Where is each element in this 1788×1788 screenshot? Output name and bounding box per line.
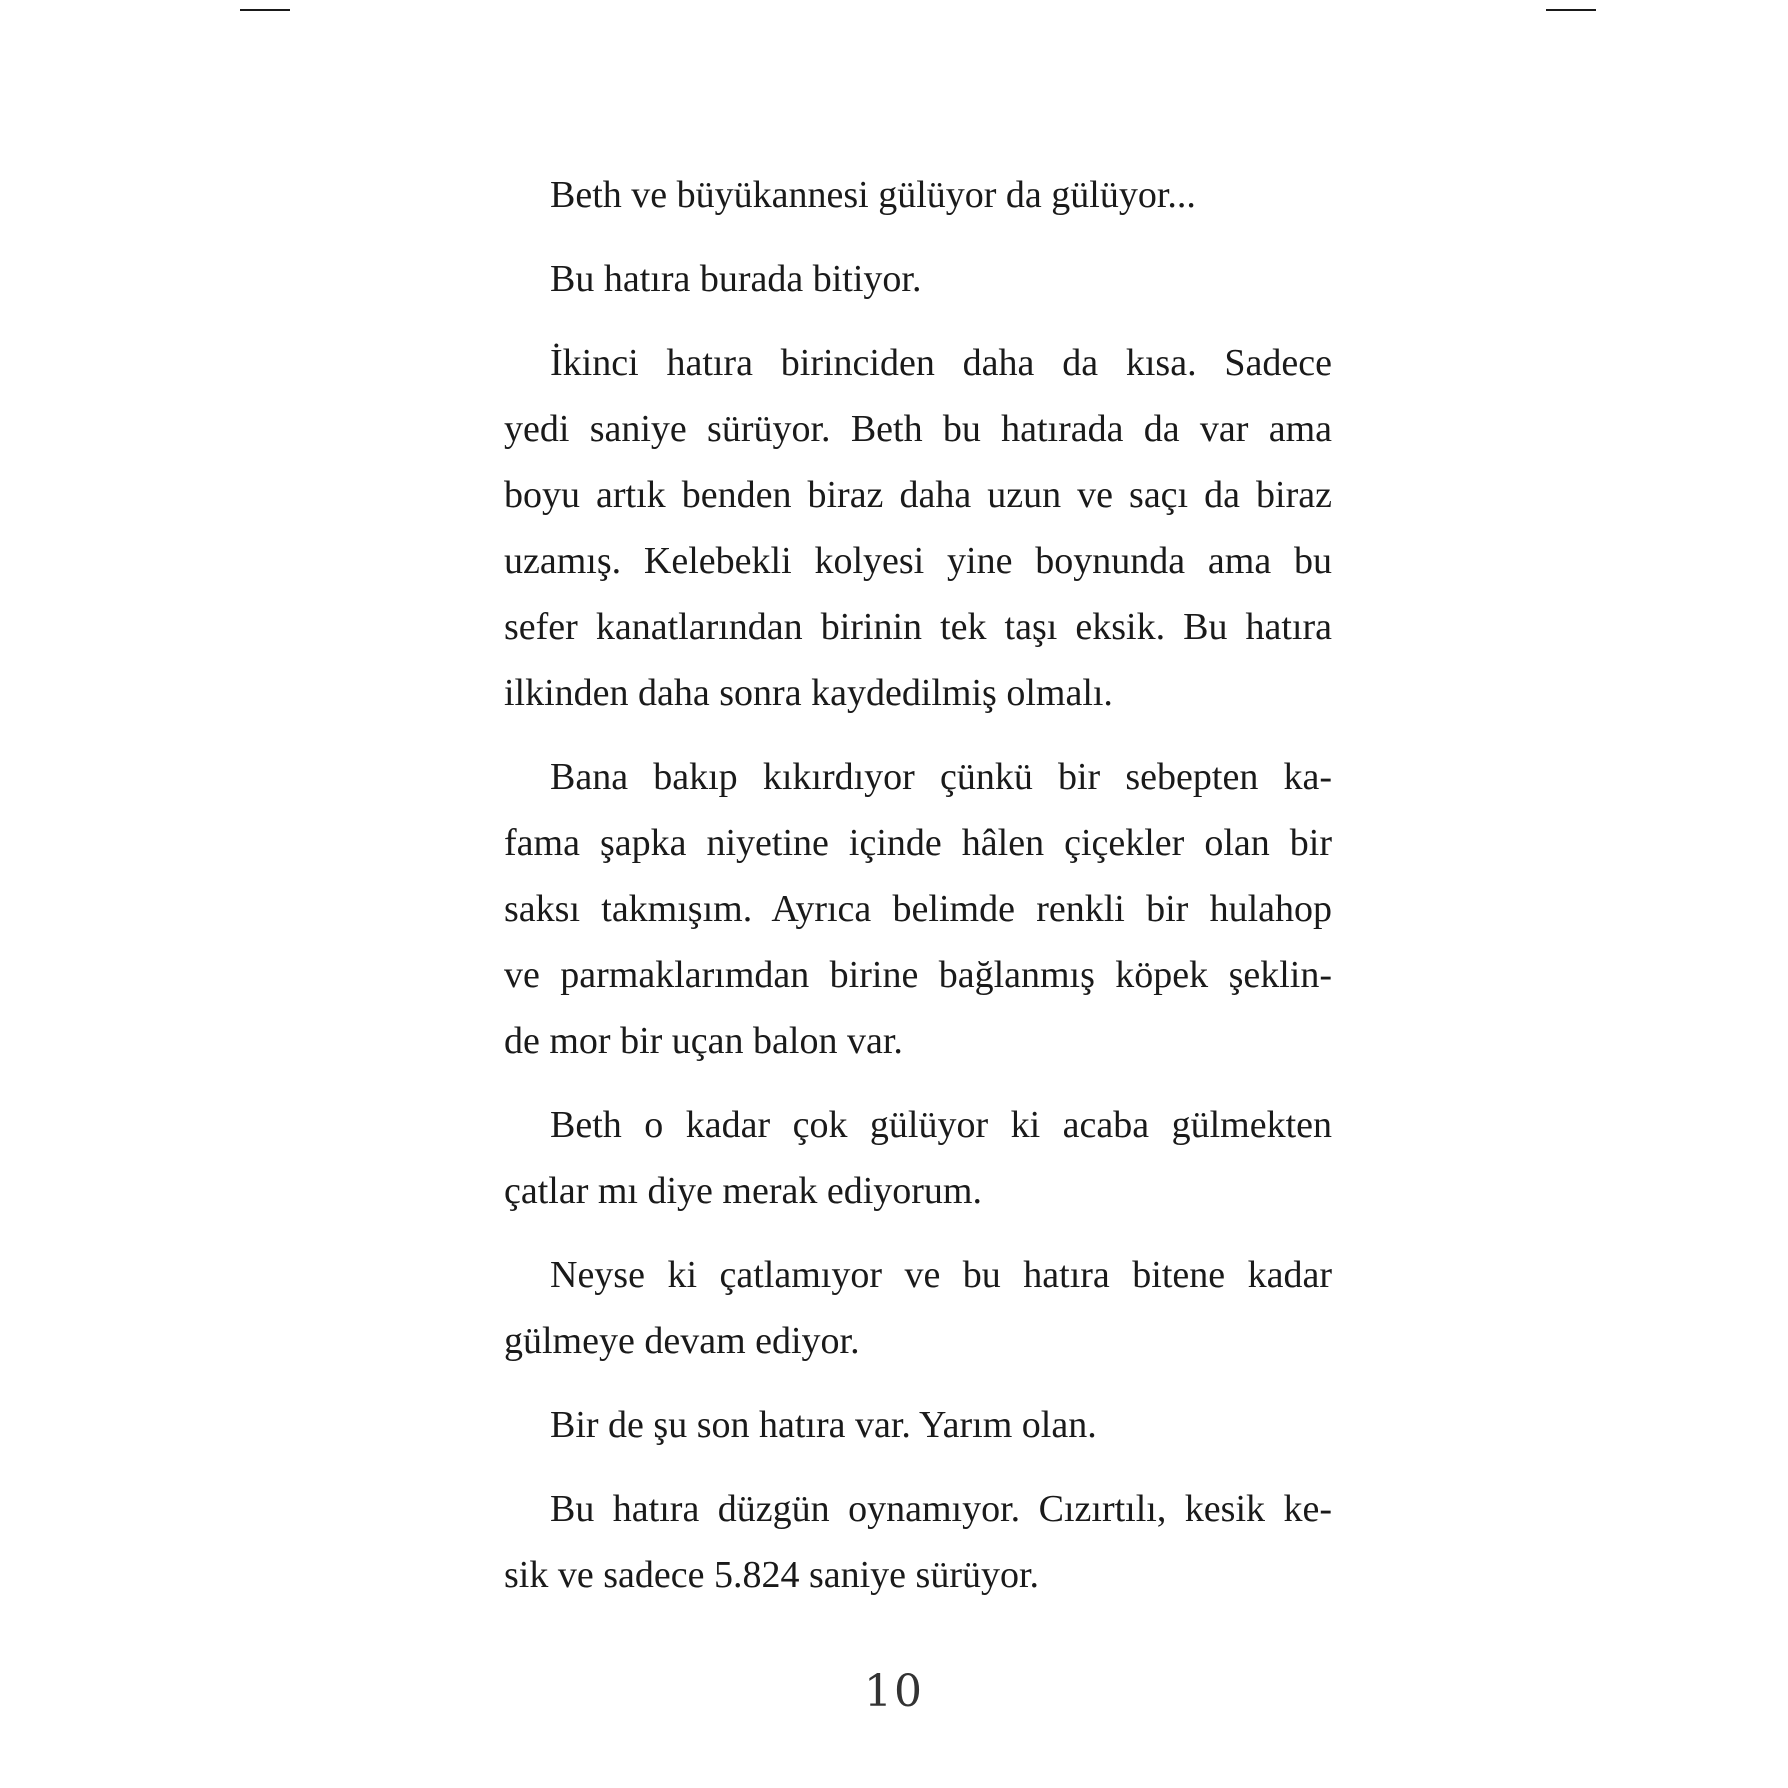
paragraph bbox=[504, 246, 1332, 312]
text-line: Bana bakıp kıkırdıyor çünkü bir sebepten ka- bbox=[550, 756, 1332, 798]
text-line: Bu hatıra burada bitiyor. bbox=[550, 258, 922, 300]
text-line: uzamış. Kelebekli kolyesi yine boynunda ama bu bbox=[504, 540, 1332, 582]
text-line: Bu hatıra düzgün oynamıyor. Cızırtılı, kesik ke- bbox=[550, 1488, 1332, 1530]
text-line: sik ve sadece 5.824 saniye sürüyor. bbox=[504, 1554, 1040, 1596]
text-line: boyu artık benden biraz daha uzun ve saçı da biraz bbox=[504, 474, 1332, 516]
text-line: İkinci hatıra birinciden daha da kısa. Sadece bbox=[550, 342, 1332, 384]
paragraph bbox=[504, 1476, 1332, 1608]
body-text bbox=[504, 162, 1332, 1626]
paragraph bbox=[504, 162, 1332, 228]
text-line: Neyse ki çatlamıyor ve bu hatıra bitene kadar bbox=[550, 1254, 1332, 1296]
crop-mark-right bbox=[1546, 9, 1596, 11]
text-line: ilkinden daha sonra kaydedilmiş olmalı. bbox=[504, 672, 1113, 714]
paragraph bbox=[504, 330, 1332, 726]
crop-mark-left bbox=[240, 9, 290, 11]
text-line: sefer kanatlarından birinin tek taşı eksik. Bu hatıra bbox=[504, 606, 1332, 648]
paragraph bbox=[504, 1092, 1332, 1224]
text-line: Beth ve büyükannesi gülüyor da gülüyor... bbox=[550, 174, 1196, 216]
paragraph bbox=[504, 744, 1332, 1074]
text-line: Beth o kadar çok gülüyor ki acaba gülmekten bbox=[550, 1104, 1332, 1146]
text-line: Bir de şu son hatıra var. Yarım olan. bbox=[550, 1404, 1097, 1446]
page-number: 10 bbox=[864, 1666, 924, 1717]
text-line: fama şapka niyetine içinde hâlen çiçekler olan bir bbox=[504, 822, 1332, 864]
text-line: çatlar mı diye merak ediyorum. bbox=[504, 1170, 982, 1212]
paragraph bbox=[504, 1242, 1332, 1374]
text-line: ve parmaklarımdan birine bağlanmış köpek şeklin- bbox=[504, 954, 1332, 996]
text-line: yedi saniye sürüyor. Beth bu hatırada da var ama bbox=[504, 408, 1332, 450]
text-line: gülmeye devam ediyor. bbox=[504, 1320, 860, 1362]
paragraph bbox=[504, 1392, 1332, 1458]
text-line: saksı takmışım. Ayrıca belimde renkli bir hulahop bbox=[504, 888, 1332, 930]
text-line: de mor bir uçan balon var. bbox=[504, 1020, 903, 1062]
